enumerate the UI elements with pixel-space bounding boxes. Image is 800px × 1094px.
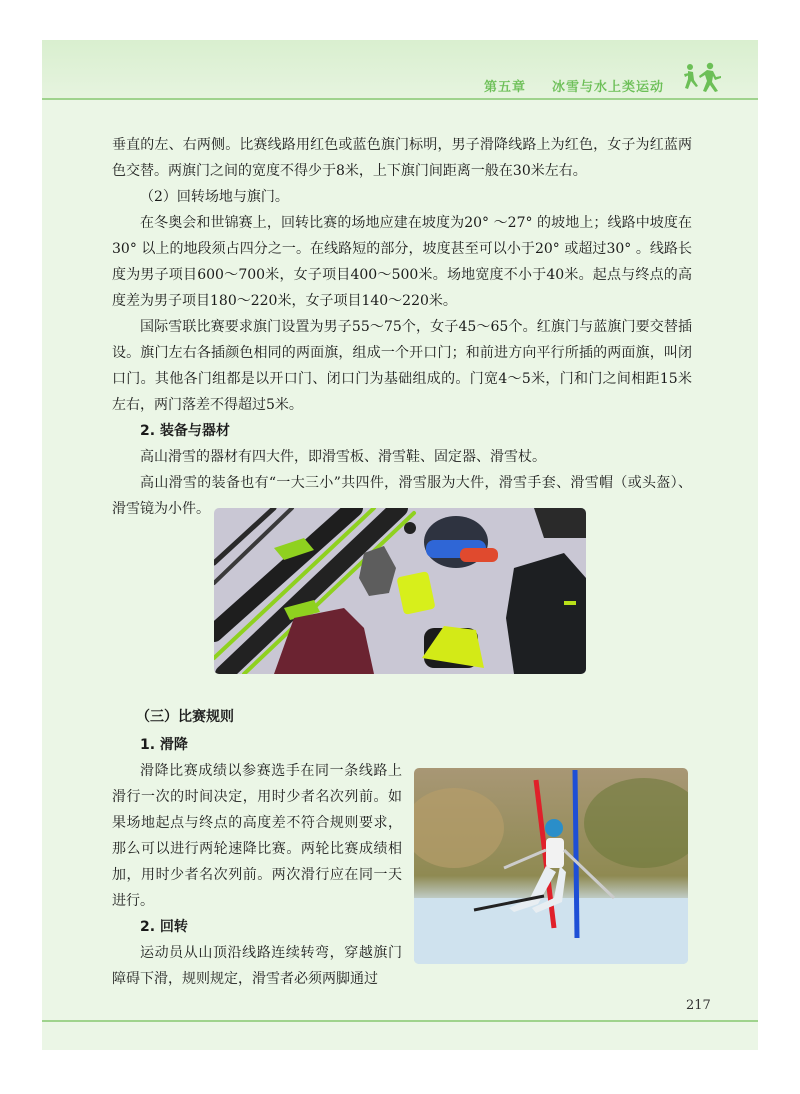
athletes-icon — [680, 62, 724, 96]
subheading-equipment: 2. 装备与器材 — [140, 423, 230, 439]
section-rules — [112, 704, 692, 730]
body-text-top — [112, 132, 692, 522]
paragraph: 在冬奥会和世锦赛上，回转比赛的场地应建在坡度为20° ～27° 的坡地上；线路中坡度在30° 以上的地段须占四分之一。在线路短的部分，坡度甚至可以小于20° 或超过30° 。线路长度为男子项目600～700米，女子项目400～500米。场地宽度不小于40米。起点与终点的高度差为男子项目180～220米，女子项目140～220米。 — [112, 215, 692, 309]
paragraph: 高山滑雪的装备也有“一大三小”共四件，滑雪服为大件，滑雪手套、滑雪帽（或头盔）、滑雪镜为小件。 — [112, 475, 692, 517]
chapter-title: 冰雪与水上类运动 — [552, 80, 665, 95]
header-rule — [42, 98, 758, 100]
paragraph-slalom: 运动员从山顶沿线路连续转弯，穿越旗门障碍下滑，规则规定，滑雪者必须两脚通过 — [112, 945, 402, 987]
chapter-number: 第五章 — [484, 80, 527, 95]
subheading-slalom: 2. 回转 — [140, 919, 188, 935]
section-title: （三）比赛规则 — [136, 709, 234, 725]
paragraph: 垂直的左、右两侧。比赛线路用红色或蓝色旗门标明，男子滑降线路上为红色，女子为红蓝两色交替。两旗门之间的宽度不得少于8米，上下旗门间距离一般在30米左右。 — [112, 137, 692, 179]
paragraph-downhill: 滑降比赛成绩以参赛选手在同一条线路上滑行一次的时间决定，用时少者名次列前。如果场地起点与终点的高度差不符合规则要求，那么可以进行两轮速降比赛。两轮比赛成绩相加，用时少者名次列前。两次滑行应在同一天进行。 — [112, 763, 402, 909]
paragraph: 高山滑雪的器材有四大件，即滑雪板、滑雪鞋、固定器、滑雪杖。 — [140, 449, 546, 465]
ski-equipment-photo — [214, 508, 586, 674]
footer-rule — [42, 1020, 758, 1022]
skier-photo — [414, 768, 688, 964]
page-number: 217 — [686, 998, 711, 1013]
paragraph: 国际雪联比赛要求旗门设置为男子55～75个，女子45～65个。红旗门与蓝旗门要交替插设。旗门左右各插颜色相同的两面旗，组成一个开口门；和前进方向平行所插的两面旗，叫闭口门。其他各门组都是以开口门、闭口门为基础组成的。门宽4～5米，门和门之间相距15米左右，两门落差不得超过5米。 — [112, 319, 692, 413]
rules-body — [112, 732, 402, 992]
subheading-downhill: 1. 滑降 — [140, 737, 188, 753]
chapter-heading — [484, 76, 664, 95]
subheading-slalom-venue: （2）回转场地与旗门。 — [140, 189, 289, 205]
